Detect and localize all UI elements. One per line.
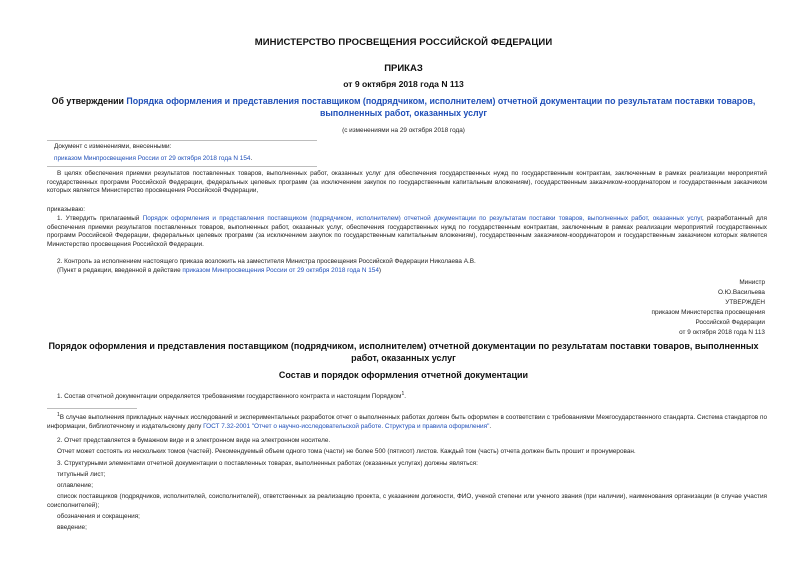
- item-1: [47, 390, 767, 402]
- list-item-contents: оглавление;: [57, 482, 93, 489]
- divider: [47, 140, 317, 141]
- list-item-title-page: титульный лист;: [57, 471, 106, 478]
- gost-link[interactable]: ГОСТ 7.32-2001 "Отчет о научно-исследовательской работе. Структура и правила оформления": [203, 422, 490, 430]
- item-2b: Отчет может состоять из нескольких томов (частей). Рекомендуемый объем одного тома (части) не более 500 (пятисот) листов. Каждый том (часть) отчета должен быть прошит и пронумерован.: [57, 448, 636, 455]
- item-1-end: .: [404, 393, 406, 401]
- order-title: [40, 95, 767, 119]
- doc-type-heading: ПРИКАЗ: [384, 63, 423, 74]
- p5-order-link[interactable]: приказом Минпросвещения России от 29 октября 2018 года N 154: [182, 267, 379, 274]
- list-item-abbreviations: обозначения и сокращения;: [57, 513, 140, 520]
- changes-suffix: .: [250, 155, 253, 162]
- order-title-link[interactable]: Порядка оформления и представления поставщиком (подрядчиком, исполнителем) отчетной документации по результатам поставки товаров, выполненных работ, оказанных услуг: [126, 96, 756, 118]
- order-date-number: от 9 октября 2018 года N 113: [343, 79, 464, 89]
- item-1-text: 1. Состав отчетной документации определяется требованиями государственного контракта и настоящим Порядком: [57, 393, 402, 401]
- p5-prefix: (Пункт в редакции, введенной в действие: [57, 267, 183, 274]
- list-item-suppliers: список поставщиков (подрядчиков, исполнителей, соисполнителей), ответственных за реализацию проекта, с указанием должности, ФИО, ученой степени или ученого звания (при наличии), наименования организации (в случае участия соисполнителей);: [47, 493, 767, 509]
- footnote: [47, 411, 767, 432]
- body-paragraph-3: [47, 215, 767, 250]
- changes-note: (с изменениями на 29 октября 2018 года): [342, 127, 465, 134]
- p3-suffix: , разработанный для обеспечения приемки результатов поставленных товаров, выполненных работ, оказанных услуг, обеспечения государственных нужд по государственным контрактам, заключенным в рамках реализации мероприятий государственных программ Российской Федерации, федеральных целевых программ (за исключением закупок по государственным капитальным вложениям), государственным заказчиком-координатором и государственным заказчиком которых является Министерство просвещения Российской Федерации.: [47, 215, 767, 249]
- p3-procedure-link[interactable]: Порядок оформления и представления поставщиком (подрядчиком, исполнителем) отчетной документации по результатам поставки товаров, выполненных работ, оказанных услуг: [142, 215, 703, 222]
- p5-suffix: ): [378, 267, 382, 274]
- item-3: 3. Структурными элементами отчетной документации о поставленных товарах, выполненных работах (оказанных услугах) должны являться:: [57, 460, 478, 467]
- body-paragraph-2: приказываю:: [47, 206, 85, 213]
- section-heading: Состав и порядок оформления отчетной документации: [278, 370, 529, 380]
- approved-by: приказом Министерства просвещения: [651, 309, 765, 316]
- approved-by-country: Российской Федерации: [695, 319, 765, 326]
- signature-name: О.Ю.Васильева: [717, 289, 765, 296]
- footnote-end: .: [489, 422, 492, 430]
- body-paragraph-1: В целях обеспечения приемки результатов поставленных товаров, выполненных работ, оказанных услуг для обеспечения государственных нужд по государственным контрактам, заключенным в рамках реализации мероприятий государственных программ Российской Федерации, федеральных целевых программ (за исключением закупок по государственным капитальным вложениям), государственным заказчиком-координатором и государственным заказчиком которых является Министерство просвещения Российской Федерации,: [47, 170, 767, 195]
- procedure-title: Порядок оформления и представления поставщиком (подрядчиком, исполнителем) отчетной документации по результатам поставки товаров, выполненных работ, оказанных услуг: [48, 341, 759, 363]
- signature-title: Министр: [739, 279, 765, 286]
- signature-block: [652, 278, 765, 338]
- approved-date: от 9 октября 2018 года N 113: [679, 329, 765, 336]
- changes-intro: Документ с изменениями, внесенными:: [54, 143, 172, 150]
- changes-order-link[interactable]: приказом Минпросвещения России от 29 октября 2018 года N 154: [54, 155, 251, 162]
- footnote-divider: [47, 408, 137, 409]
- list-item-introduction: введение;: [57, 524, 87, 531]
- changes-link-line: [54, 155, 252, 164]
- divider: [47, 166, 317, 167]
- approved-label: УТВЕРЖДЕН: [725, 299, 765, 306]
- p3-prefix: 1. Утвердить прилагаемый: [57, 215, 143, 222]
- body-paragraph-4: 2. Контроль за исполнением настоящего приказа возложить на заместителя Министра просвещения Российской Федерации Николаева А.В.: [57, 258, 476, 265]
- order-title-prefix: Об утверждении: [51, 96, 127, 106]
- footnote-ref[interactable]: 1: [401, 391, 405, 397]
- body-paragraph-5: [47, 267, 767, 276]
- item-2: 2. Отчет представляется в бумажном виде и в электронном виде на электронном носителе.: [57, 437, 331, 444]
- footnote-text: В случае выполнения прикладных научных исследований и экспериментальных разработок отчет о выполненных работах должен быть оформлен в соответствии с требованиями Межгосударственного стандарта. Система стандартов по информации, библиотечному и издательскому делу: [47, 414, 767, 430]
- footnote-mark: 1: [57, 412, 60, 418]
- ministry-heading: МИНИСТЕРСТВО ПРОСВЕЩЕНИЯ РОССИЙСКОЙ ФЕДЕРАЦИИ: [254, 37, 553, 48]
